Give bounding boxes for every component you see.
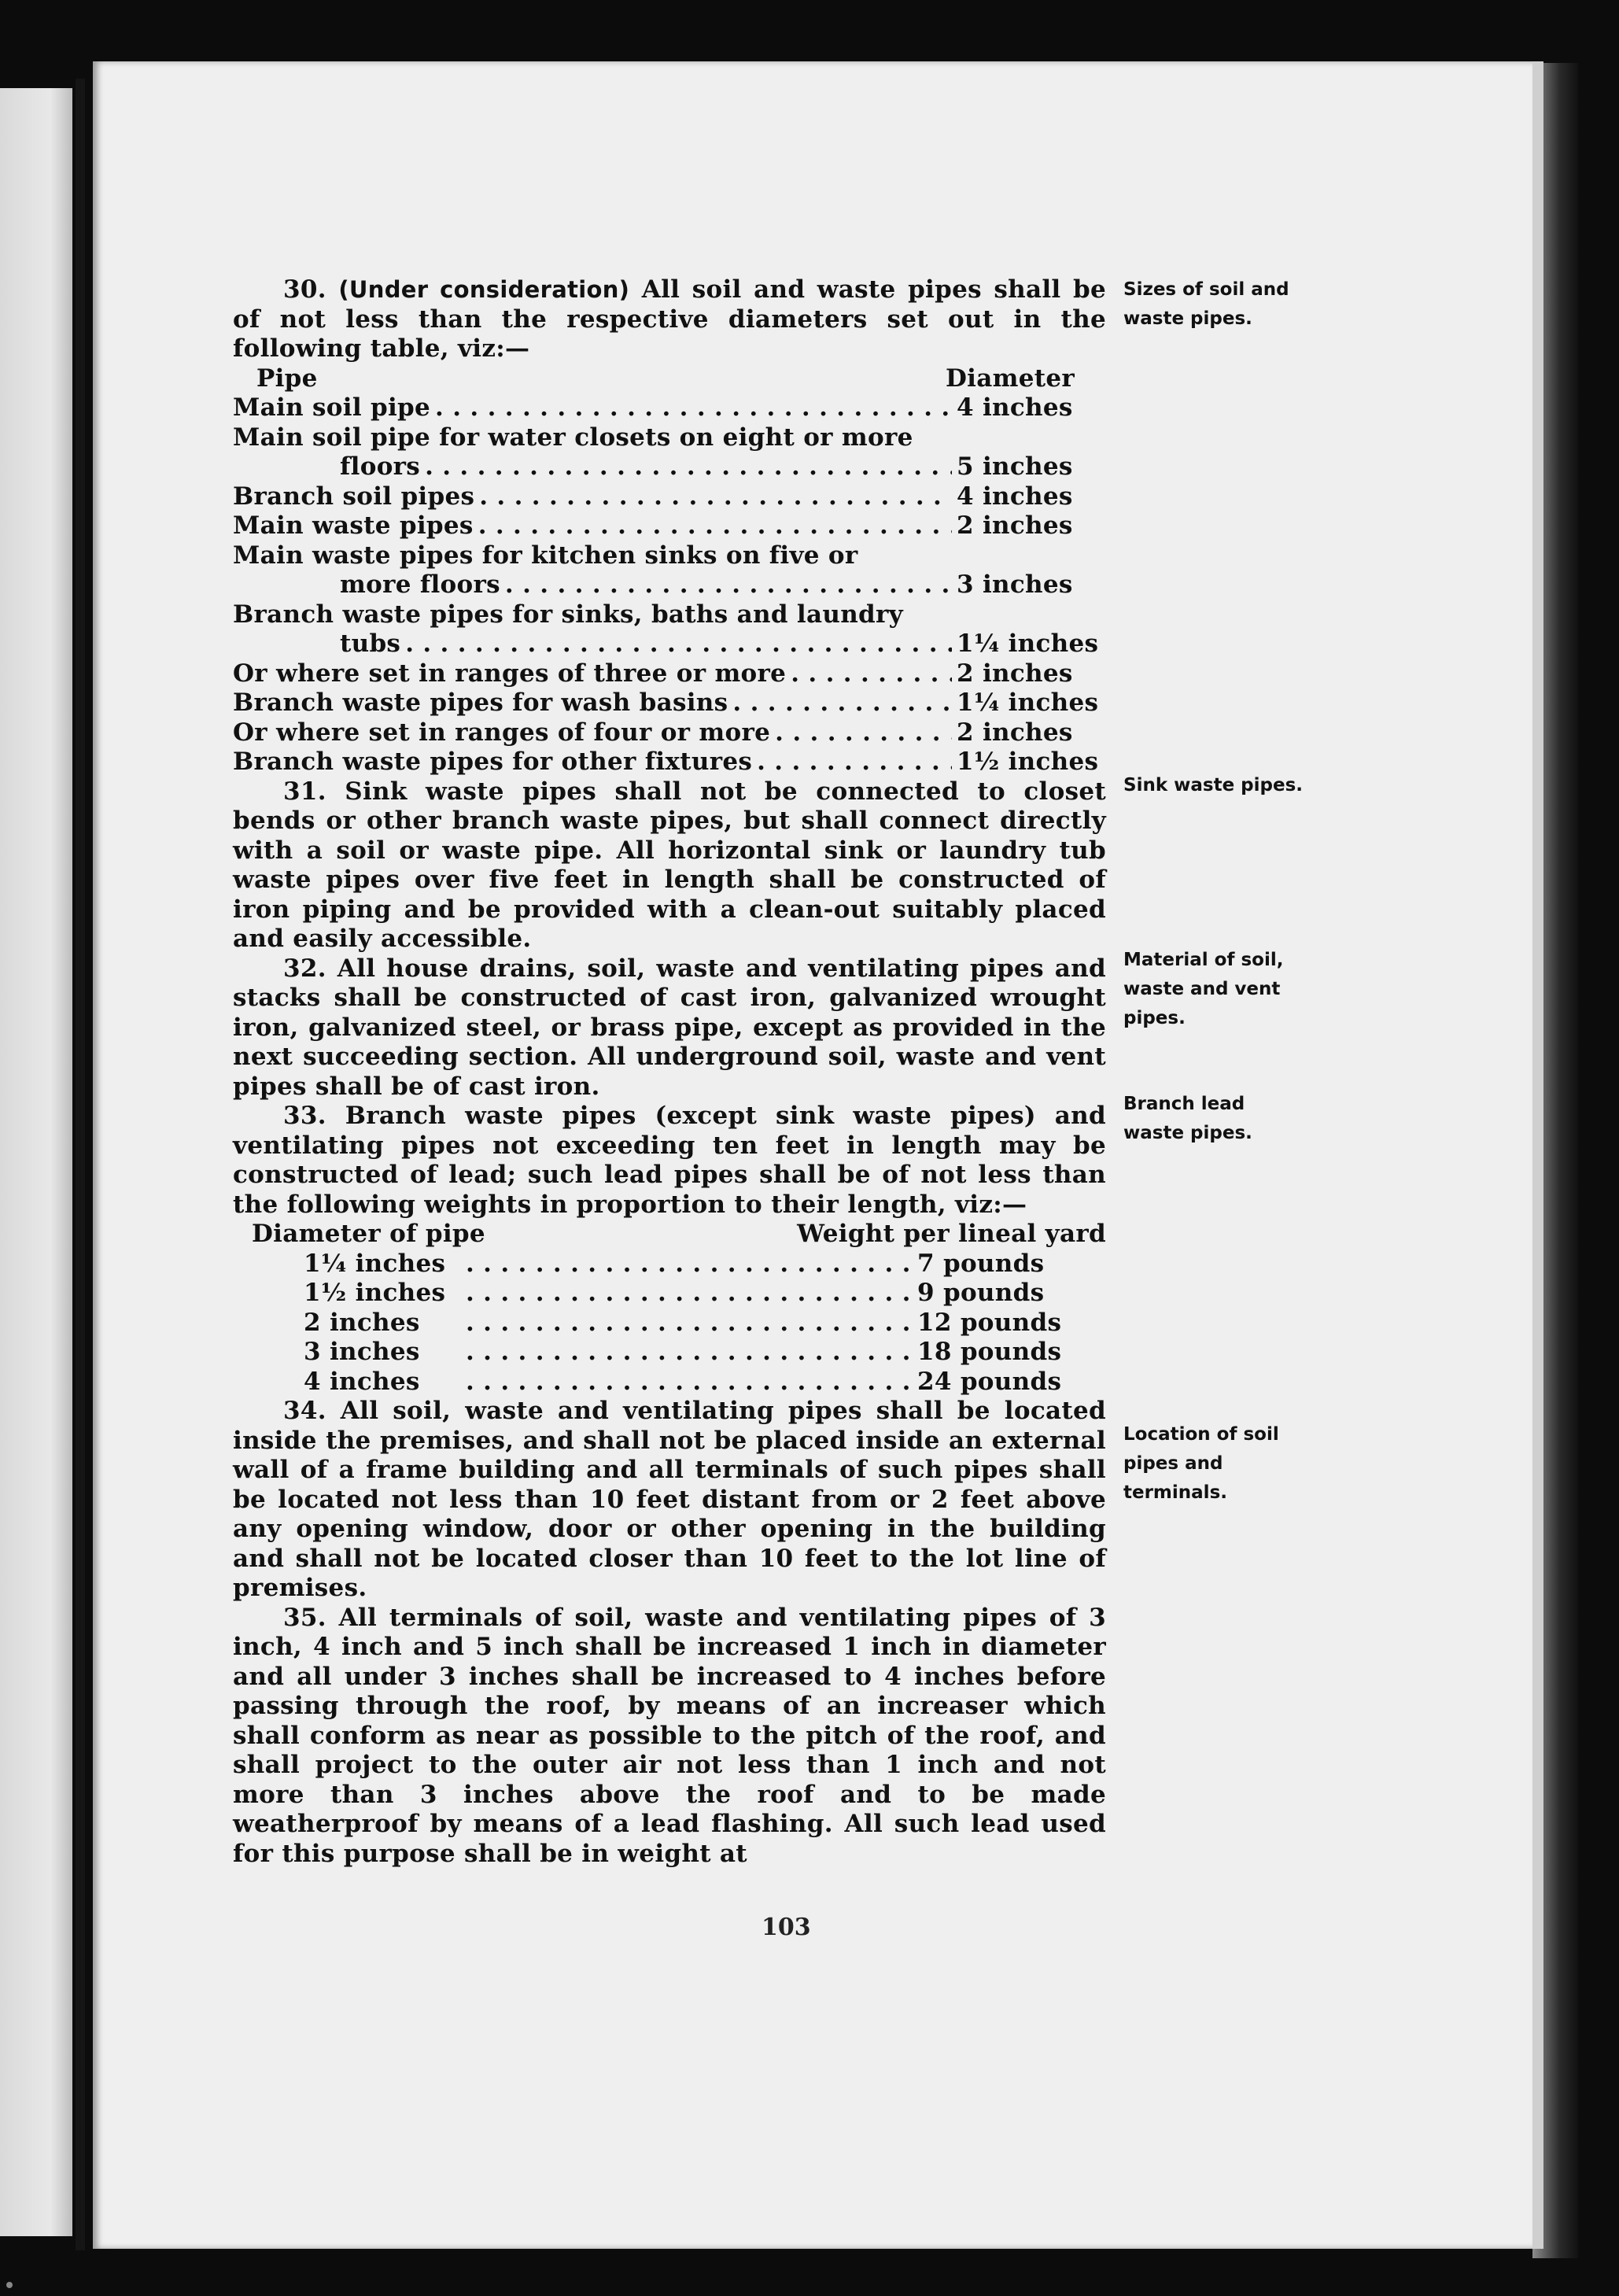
leader-dots (466, 1338, 913, 1368)
section-34: 34. All soil, waste and ventilating pipes shall be located inside the premises, and shall not be placed inside an external wall of a frame building and all terminals of such pipes shall be located not less than 10 feet distant from or 2 feet above any opening window, door or other opening in the building and shall not be located closer than 10 feet to the lot line of premises. (233, 1397, 1106, 1602)
table-row (233, 452, 1106, 482)
page-number: 103 (762, 1914, 811, 1941)
diameter-table (233, 393, 1106, 777)
table-row (233, 688, 1106, 718)
row-label: Or where set in ranges of four or more (233, 718, 771, 747)
margin-note-sizes: Sizes of soil and waste pipes. (1123, 279, 1289, 329)
section-30-intro (233, 275, 1106, 364)
section-31: 31. Sink waste pipes shall not be connected to closet bends or other branch waste pipes, but shall connect directly with a soil or waste pipe. All horizontal sink or laundry tub waste pipes over five feet in length shall be constructed of iron piping and be provided with a clean-out suitably placed and easily accessible. (233, 777, 1106, 953)
section-label: (Under consideration) (338, 276, 630, 303)
column-header: Pipe (256, 364, 318, 393)
leader-dots (466, 1309, 913, 1338)
row-value: 1½ inches (957, 747, 1099, 776)
leader-dots (791, 659, 952, 689)
weight-table-header (233, 1220, 1106, 1250)
table-row (233, 659, 1106, 689)
diameter-table-header (233, 364, 1106, 394)
section-33: 33. Branch waste pipes (except sink waste pipes) and ventilating pipes not exceeding ten feet in length may be constructed of lead; such lead pipes shall be of not less than the following weights in proportion to their length, viz:— (233, 1102, 1106, 1219)
row-value: 4 inches (957, 393, 1073, 422)
row-label: 4 inches (304, 1367, 420, 1396)
section-32: 32. All house drains, soil, waste and ventilating pipes and stacks shall be constructed of cast iron, galvanized wrought iron, galvanized steel, or brass pipe, except as provided in the next succeeding section. All underground soil, waste and vent pipes shall be of cast iron. (233, 954, 1106, 1101)
row-value: 3 inches (957, 570, 1073, 599)
row-value: 7 pounds (917, 1249, 1045, 1278)
margin-note-sink: Sink waste pipes. (1123, 775, 1304, 795)
leader-dots (425, 452, 952, 482)
row-value: 1¼ inches (957, 688, 1099, 717)
row-label: 1¼ inches (304, 1249, 446, 1278)
row-label: 3 inches (304, 1338, 420, 1366)
row-value: 4 inches (957, 482, 1073, 511)
row-label: floors (340, 452, 421, 481)
leader-dots (466, 1250, 913, 1279)
row-label: Branch waste pipes for wash basins (233, 688, 728, 717)
table-row (233, 1250, 1059, 1279)
weight-table (233, 1250, 1106, 1397)
scan-mark (6, 2282, 13, 2288)
row-label: 1½ inches (304, 1279, 446, 1307)
row-value: 2 inches (957, 718, 1073, 747)
row-label: Or where set in ranges of three or more (233, 659, 787, 688)
table-row (233, 1279, 1059, 1309)
section-35: 35. All terminals of soil, waste and ventilating pipes of 3 inch, 4 inch and 5 inch shall be increased 1 inch in diameter and all under 3 inches shall be increased to 4 inches before passing through the roof, by means of an increaser which shall conform as near as possible to the pitch of the roof, and shall project to the outer air not less than 1 inch and not more than 3 inches above the roof and to be made weatherproof by means of a lead flashing. All such lead used for this purpose shall be in weight at (233, 1603, 1106, 1868)
table-row (233, 482, 1106, 512)
leader-dots (478, 511, 952, 541)
margin-note-material: Material of soil, waste and vent pipes. (1123, 950, 1284, 1028)
page-right-edge (1532, 61, 1543, 2249)
table-row (233, 629, 1106, 659)
section-text: All soil and waste pipes shall be of not less than the respective diameters set out in the following table, viz:— (233, 275, 1106, 363)
table-row (233, 1308, 1062, 1338)
leader-dots (479, 482, 952, 512)
table-row (233, 393, 1106, 423)
row-label: Main waste pipes (233, 511, 474, 540)
table-row (233, 718, 1106, 748)
table-row-text: Main waste pipes for kitchen sinks on five or (233, 541, 858, 570)
row-value: 1¼ inches (957, 629, 1099, 658)
row-value: 18 pounds (917, 1338, 1062, 1366)
row-value: 5 inches (957, 452, 1073, 481)
column-header: Weight per lineal yard (797, 1220, 1106, 1248)
leader-dots (775, 718, 952, 748)
book-gutter (76, 79, 85, 2250)
row-label: tubs (340, 629, 401, 658)
facing-page-edge (0, 88, 72, 2236)
main-text (233, 275, 1106, 1869)
row-label: Branch soil pipes (233, 482, 475, 511)
row-label: Branch waste pipes for other fixtures (233, 747, 753, 776)
row-value: 2 inches (957, 511, 1073, 540)
table-row-text: Branch waste pipes for sinks, baths and laundry (233, 600, 903, 629)
table-row (233, 1367, 1062, 1397)
row-label: 2 inches (304, 1308, 420, 1337)
row-value: 24 pounds (917, 1367, 1062, 1396)
table-row (233, 570, 1106, 600)
row-value: 9 pounds (917, 1279, 1045, 1307)
table-row (233, 511, 1106, 541)
leader-dots (757, 747, 952, 777)
leader-dots (466, 1368, 913, 1397)
leader-dots (405, 629, 952, 659)
leader-dots (466, 1279, 913, 1309)
column-header: Diameter (945, 364, 1075, 393)
margin-note-location: Location of soil pipes and terminals. (1123, 1424, 1279, 1503)
column-header: Diameter of pipe (252, 1220, 485, 1248)
table-row-text: Main soil pipe for water closets on eight or more (233, 423, 913, 452)
row-value: 12 pounds (917, 1308, 1062, 1337)
row-value: 2 inches (957, 659, 1073, 688)
margin-note-branch-lead: Branch lead waste pipes. (1123, 1094, 1252, 1143)
table-row (233, 747, 1106, 777)
row-label: more floors (340, 570, 500, 599)
row-label: Main soil pipe (233, 393, 431, 422)
leader-dots (505, 570, 952, 600)
section-number: 30. (283, 275, 326, 304)
table-row (233, 1338, 1062, 1368)
leader-dots (435, 393, 952, 423)
leader-dots (732, 688, 952, 718)
